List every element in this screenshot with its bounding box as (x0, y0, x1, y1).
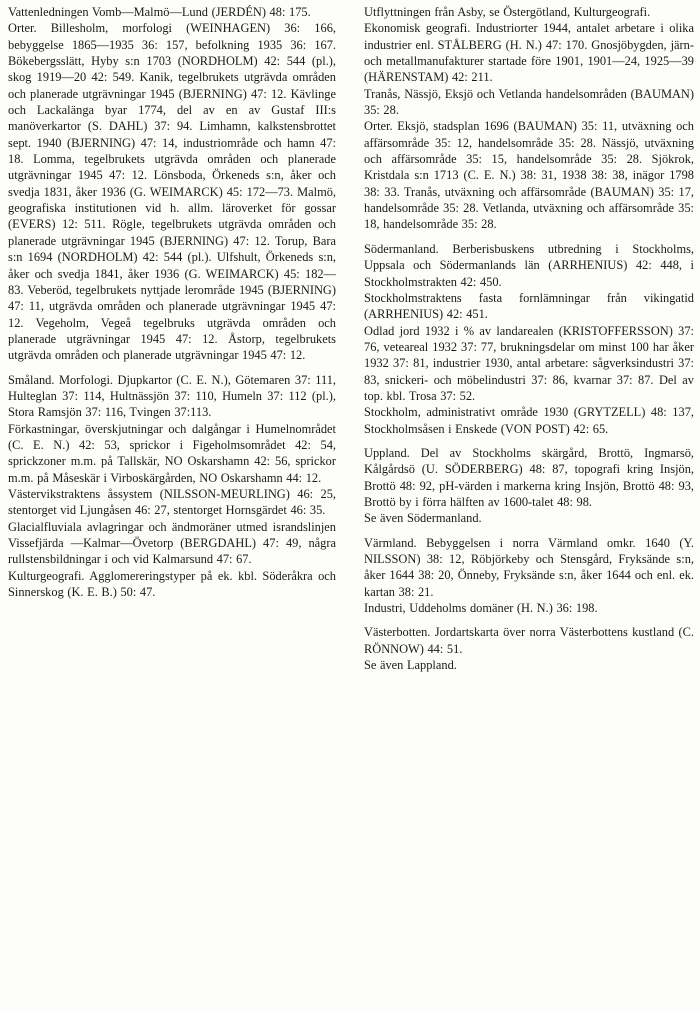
entry-text: Odlad jord 1932 i % av landarealen (KRISTOFFERSSON) 37: 76, veteareal 1932 37: 77, brukningsdelar om minst 100 har åker 1932 37: 81, industrier 1930, antal arbetare: sågverksindustri 37: 83, snickeri- och möbelindustri 37: 86, kvarnar 37: 87. Del av top. kbl. Trosa 37: 52. (364, 323, 694, 403)
entry-text: Småland. Morfologi. Djupkartor (C. E. N.), Götemaren 37: 111, Hulteglan 37: 114, Hultnässjön 37: 110, Humeln 37: 112 (pl.), Stora Ramsjön 37: 116, Tvingen 37:113. (8, 372, 336, 420)
entry-text: Orter. Eksjö, stadsplan 1696 (BAUMAN) 35: 11, utväxning och affärsområde 35: 12, handelsområde 35: 28. Nässjö, utväxning och affärsområde 35: 15, handelsområde 35: 28. Sjökrok, Kristdala s:n 1713 (C. E. N.) 38: 31, 1938 38: 38, inägor 1798 38: 33. Tranås, utväxning och affärsområde (BAUMAN) 35: 17, handelsområde 35: 28. Vetlanda, utväxning och affärsområde 35: 18, handelsområde 35: 28. (364, 119, 694, 232)
index-entry (8, 421, 336, 486)
entry-text: Värmland. Bebyggelsen i norra Värmland omkr. 1640 (Y. NILSSON) 38: 12, Röbjörkeby och Stensgård, Fryksände s:n, åker 1644 38: 20, Önneby, Fryksände s:n, åker 1644 och enl. ek. kartan 38: 21. (364, 535, 694, 599)
index-entry-vasterbotten (364, 624, 694, 657)
entry-text: Orter. Billesholm, morfologi (WEINHAGEN) 36: 166, bebyggelse 1865—1935 36: 157, befolkning 1935 36: 167. Bökebergsslätt, Hyby s:n 1703 (NORDHOLM) 42: 544 (pl.), skog 1919—20 42: 549. Kanik, tegelbrukets utgrävda områden och planerade utgrävningar 1945 (BJERNING) 47: 12. Kävlinge och Lackalänga byar 1774, del av en av Gustaf III:s manöverkartor (S. DAHL) 37: 94. Limhamn, kalkstensbrottet sept. 1940 (BJERNING) 47: 14, industriområde och hamn 47: 18. Lomma, tegelbrukets utgrävda områden och planerade utgrävningar 1945 47: 12. Lönsboda, Örkeneds s:n, åker och svedja 1831, åker 1936 (G. WEIMARCK) 45: 172—73. Malmö, geografiska institutionen vid h. allm. läroverket för gossar (EVERS) 12: 511. Rögle, tegelbrukets utgrävda områden och planerade utgrävningar 1945 (BJERNING) 47: 12. Torup, Bara s:n 1694 (NORDHOLM) 42: 544 (pl.). Ulfshult, Örkeneds s:n, åker och svedja 1841, åker 1936 (G. WEIMARCK) 45: 182—83. Veberöd, tegelbrukets nyttjade lerområde 1945 (BJERNING) 47: 11, utgrävda områden och planerade utgrävningar 1945 47: 12. Vegeholm, Vegeå tegelbruks utgrävda områden och planerade utgrävningar 1945 47: 12. Åstorp, tegelbrukets utgrävda områden och planerade utgrävningar 1945 47: 12. (8, 21, 336, 363)
index-entry (364, 323, 694, 405)
index-entry-varmland (364, 535, 694, 600)
index-entry-uppland (364, 445, 694, 510)
index-entry (364, 404, 694, 437)
entry-text: Ekonomisk geografi. Industriorter 1944, antalet arbetare i olika industrier enl. STÅLBERG (H. N.) 47: 170. Gnosjöbygden, järn- och metallmanufakturer startade före 1901, 1901—24, 1925—39 (HÄRENSTAM) 42: 211. (364, 21, 694, 85)
entry-text: Glacialfluviala avlagringar och ändmoräner utmed israndslinjen Vissefjärda —Kalmar—Övetorp (BERGDAHL) 47: 49, några rullstensbildningar i och vid Kalmarsund 47: 67. (8, 519, 336, 567)
index-entry (364, 86, 694, 119)
index-entry (8, 568, 336, 601)
entry-text: Tranås, Nässjö, Eksjö och Vetlanda handelsområden (BAUMAN) 35: 28. (364, 86, 694, 118)
index-entry-sodermanland (364, 241, 694, 290)
index-entry (8, 4, 336, 20)
entry-text: Västervikstraktens åssystem (NILSSON-MEURLING) 46: 25, stentorget vid Ljungåsen 46: 27, stentorget Hornsgärdet 46: 35. (8, 486, 336, 518)
index-entry-smaland (8, 372, 336, 421)
index-entry (364, 290, 694, 323)
index-entry (364, 118, 694, 232)
entry-text: Stockholm, administrativt område 1930 (GRYTZELL) 48: 137, Stockholmsåsen i Enskede (VON POST) 42: 65. (364, 405, 694, 436)
entry-text: Stockholmstraktens fasta fornlämningar från vikingatid (ARRHENIUS) 42: 451. (364, 290, 694, 322)
entry-text: Västerbotten. Jordartskarta över norra Västerbottens kustland (C. RÖNNOW) 44: 51. (364, 625, 694, 656)
index-entry (364, 4, 694, 20)
index-entry (364, 600, 694, 616)
entry-text: Se även Lappland. (364, 658, 457, 673)
index-entry (8, 486, 336, 519)
entry-text: Uppland. Del av Stockholms skärgård, Brottö, Ingmarsö, Kålgårdsö (U. SÖDERBERG) 48: 87, topografi kring Insjön, Brottö 48: 92, pH-värden i markerna kring Insjön, Brottö 48: 93, Brottö by i förra hälften av 1600-talet 48: 98. (364, 445, 694, 509)
entry-text: Vattenledningen Vomb—Malmö—Lund (JERDÉN) 48: 175. (8, 5, 311, 19)
index-entry-orter-skane (8, 20, 336, 363)
entry-text: Utflyttningen från Asby, se Östergötland, Kulturgeografi. (364, 5, 651, 19)
entry-text: Se även Södermanland. (364, 511, 482, 526)
right-column (364, 4, 694, 673)
entry-text: Industri, Uddeholms domäner (H. N.) 36: 198. (364, 601, 598, 616)
entry-text: Södermanland. Berberisbuskens utbredning i Stockholms, Uppsala och Södermanlands län (ARRHENIUS) 42: 448, i Stockholmstrakten 42: 450. (364, 241, 694, 289)
index-entry (364, 20, 694, 85)
entry-text: Kulturgeografi. Agglomereringstyper på ek. kbl. Söderåkra och Sinnerskog (K. E. B.) 50: 47. (8, 568, 336, 600)
index-entry (364, 657, 694, 673)
left-column (8, 4, 336, 600)
index-entry (364, 510, 694, 526)
entry-text: Förkastningar, överskjutningar och dalgångar i Humelnområdet (C. E. N.) 42: 53, sprickor i Figeholmsområdet 42: 54, sprickzoner m.m. på Tallskär, NO Oskarshamn 42: 56, sprickor m.m. på Måseskär i Virboskärgården, NO Oskarshamn 44: 12. (8, 421, 336, 485)
index-entry (8, 519, 336, 568)
